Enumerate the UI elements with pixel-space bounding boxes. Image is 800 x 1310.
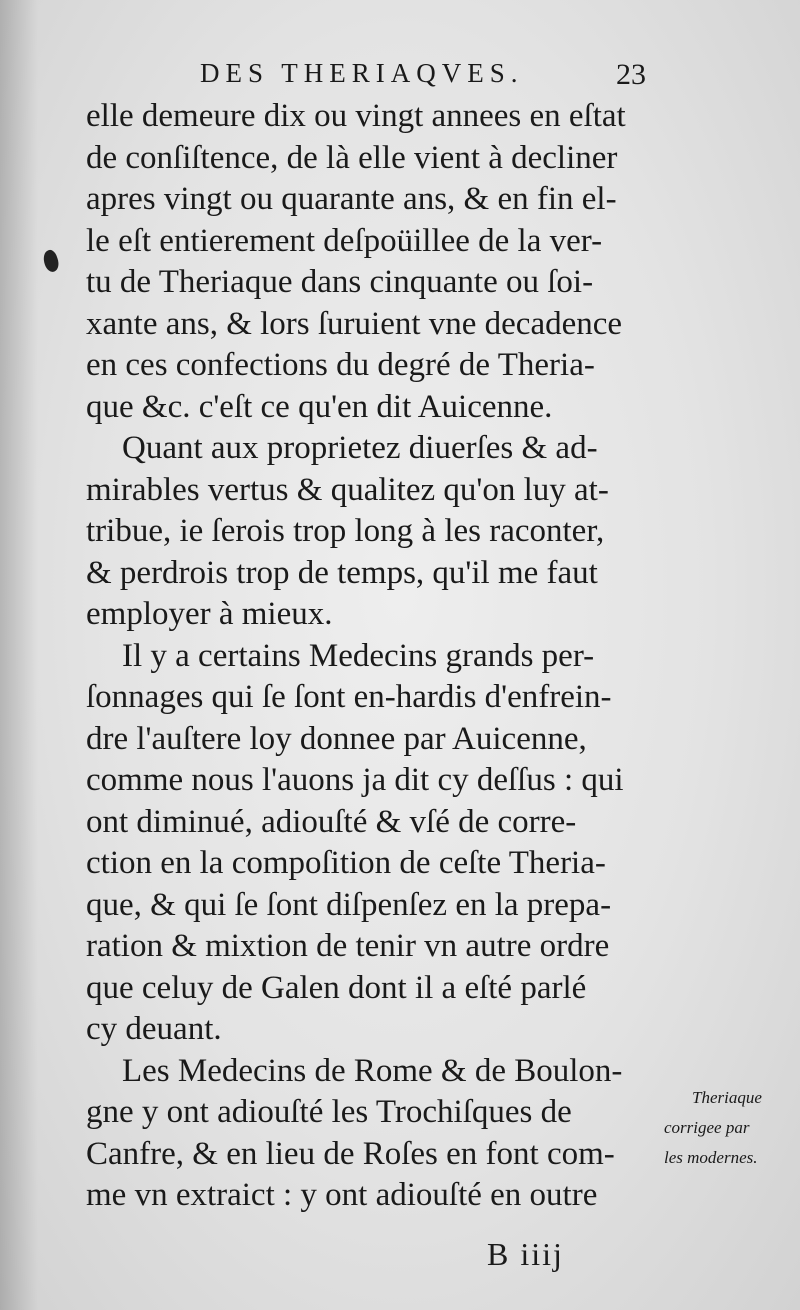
text-line: Quant aux proprietez diuerſes & ad- bbox=[122, 430, 598, 466]
text-line: Il y a certains Medecins grands per- bbox=[122, 637, 595, 674]
text-line: que celuy de Galen dont il a eſté parlé bbox=[86, 969, 587, 1006]
text-line: tu de Theriaque dans cinquante ou ſoi- bbox=[86, 264, 594, 300]
text-line: cy deuant. bbox=[86, 1011, 222, 1047]
text-line: que &c. c'eſt ce qu'en dit Auicenne. bbox=[86, 388, 553, 425]
body-text bbox=[86, 96, 656, 1217]
text-line: Canfre, & en lieu de Roſes en font com- bbox=[86, 1135, 615, 1172]
text-line: le eſt entierement deſpoüillee de la ver- bbox=[86, 222, 603, 259]
text-line: tribue, ie ſerois trop long à les raconter, bbox=[86, 513, 605, 549]
text-line: gne y ont adiouſté les Trochiſques de bbox=[86, 1094, 572, 1130]
text-line: & perdrois trop de temps, qu'il me faut bbox=[86, 554, 598, 591]
text-line: apres vingt ou quarante ans, & en fin el- bbox=[86, 181, 617, 217]
signature-mark: B iiij bbox=[487, 1236, 564, 1272]
page-number: 23 bbox=[616, 58, 646, 91]
text-line: ont diminué, adiouſté & vſé de corre- bbox=[86, 803, 577, 840]
text-line: Les Medecins de Rome & de Boulon- bbox=[122, 1052, 623, 1089]
text-line: xante ans, & lors ſuruient vne decadence bbox=[86, 305, 623, 342]
page-header bbox=[200, 58, 650, 94]
margin-note bbox=[664, 1083, 796, 1173]
margin-note-line: les modernes. bbox=[664, 1148, 758, 1167]
margin-note-line: Theriaque bbox=[692, 1088, 762, 1107]
text-line: ration & mixtion de tenir vn autre ordre bbox=[86, 928, 610, 964]
text-line: me vn extraict : y ont adiouſté en outre bbox=[86, 1177, 598, 1213]
text-line: dre l'auſtere loy donnee par Auicenne, bbox=[86, 720, 587, 757]
text-line: ſonnages qui ſe ſont en-hardis d'enfrein- bbox=[86, 679, 612, 715]
text-line: que, & qui ſe ſont diſpenſez en la prepa- bbox=[86, 886, 612, 923]
text-line: mirables vertus & qualitez qu'on luy at- bbox=[86, 471, 609, 508]
text-line: comme nous l'auons ja dit cy deſſus : qui bbox=[86, 762, 624, 798]
text-line: elle demeure dix ou vingt annees en eſtat bbox=[86, 98, 626, 134]
ink-blot bbox=[41, 248, 62, 273]
margin-note-line: corrigee par bbox=[664, 1118, 750, 1137]
text-line: de conſiſtence, de là elle vient à decliner bbox=[86, 139, 618, 176]
text-line: employer à mieux. bbox=[86, 596, 333, 632]
text-line: en ces confections du degré de Theria- bbox=[86, 347, 595, 383]
text-line: ction en la compoſition de ceſte Theria- bbox=[86, 845, 606, 881]
running-title: DES THERIAQVES. bbox=[200, 58, 524, 88]
